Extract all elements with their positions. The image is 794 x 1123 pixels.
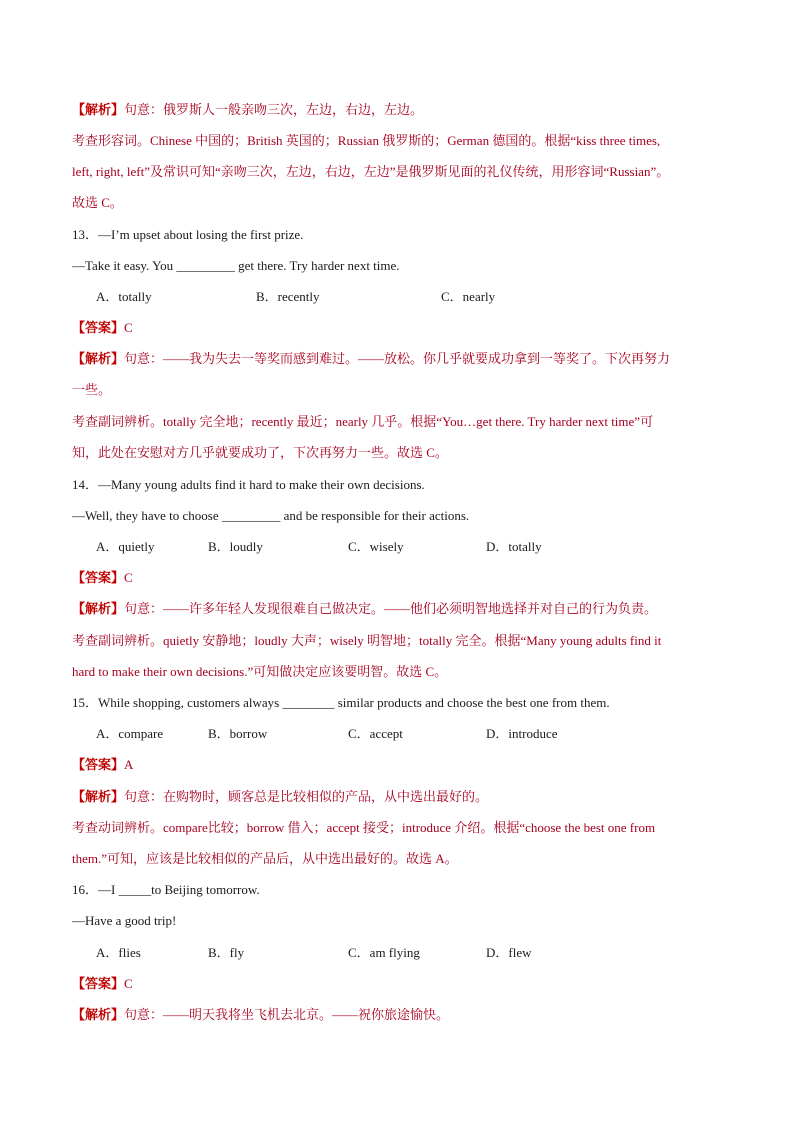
q13-option-b: B．recently: [256, 289, 320, 304]
q15-answer: [72, 755, 732, 775]
q15-options: [96, 724, 756, 744]
q13-option-c: C．nearly: [441, 289, 496, 304]
explanation-tag: 【解析】: [72, 601, 125, 616]
answer-tag: 【答案】: [72, 570, 125, 585]
q13-explanation-line-2: 一些。: [72, 382, 112, 397]
q14-option-a: A．quietly: [96, 539, 155, 554]
q15-option-b: B．borrow: [208, 726, 268, 741]
q13-explanation-line-4: 知，此处在安慰对方几乎就要成功了，下次再努力一些。故选 C。: [72, 445, 448, 460]
answer-tag: 【答案】: [72, 320, 125, 335]
q14-option-b: B．loudly: [208, 539, 263, 554]
q15-option-d: D．introduce: [486, 726, 558, 741]
q14-explanation-line-2: 考查副词辨析。quietly 安静地；loudly 大声；wisely 明智地；totally 完全。根据“Many young adults find it: [72, 633, 662, 648]
q15-option-a: A．compare: [96, 726, 164, 741]
q16-option-a: A．flies: [96, 945, 141, 960]
q14-stem-line-2: —Well, they have to choose _________ and be responsible for their actions.: [72, 508, 470, 523]
prev-explanation-line-1: 【解析】句意：俄罗斯人一般亲吻三次，左边，右边，左边。: [72, 102, 424, 117]
q14-explanation-line-1: 【解析】句意：——许多年轻人发现很难自己做决定。——他们必须明智地选择并对自己的行为负责。: [72, 601, 658, 616]
q13-option-a: A．totally: [96, 289, 152, 304]
q15-explanation-line-2: 考查动词辨析。compare比较；borrow 借入；accept 接受；introduce 介绍。根据“choose the best one from: [72, 820, 656, 835]
q14-option-c: C．wisely: [348, 539, 404, 554]
q16-options: [96, 943, 756, 963]
q13-stem-line-1: 13．—I’m upset about losing the first prize.: [72, 227, 304, 242]
explanation-tag: 【解析】: [72, 1007, 125, 1022]
q16-explanation-line-1: 【解析】句意：——明天我将坐飞机去北京。——祝你旅途愉快。: [72, 1007, 450, 1022]
prev-explanation-line-4: 故选 C。: [72, 195, 123, 210]
answer-value: C: [124, 570, 133, 585]
q16-answer: [72, 974, 732, 994]
q13-stem-line-2: —Take it easy. You _________ get there. Try harder next time.: [72, 258, 400, 273]
q13-options: [96, 287, 756, 307]
explanation-tag: 【解析】: [72, 351, 125, 366]
prev-explanation-line-3: left, right, left”及常识可知“亲吻三次，左边，右边，左边”是俄罗斯见面的礼仪传统，用形容词“Russian”。: [72, 164, 670, 179]
q15-explanation-line-3: them.”可知，应该是比较相似的产品后，从中选出最好的。故选 A。: [72, 851, 458, 866]
prev-explanation-line-2: 考查形容词。Chinese 中国的；British 英国的；Russian 俄罗斯的；German 德国的。根据“kiss three times,: [72, 133, 661, 148]
answer-tag: 【答案】: [72, 757, 125, 772]
q15-stem-line-1: 15．While shopping, customers always ________ similar products and choose the best one from them.: [72, 695, 610, 710]
q16-stem-line-1: 16．—I _____to Beijing tomorrow.: [72, 882, 260, 897]
q15-explanation-line-1: 【解析】句意：在购物时，顾客总是比较相似的产品，从中选出最好的。: [72, 789, 489, 804]
answer-value: C: [124, 320, 133, 335]
q16-option-c: C．am flying: [348, 945, 420, 960]
q13-answer: [72, 318, 732, 338]
answer-tag: 【答案】: [72, 976, 125, 991]
q16-option-d: D．flew: [486, 945, 532, 960]
q14-options: [96, 537, 756, 557]
q16-option-b: B．fly: [208, 945, 245, 960]
q15-option-c: C．accept: [348, 726, 403, 741]
explanation-tag: 【解析】: [72, 789, 125, 804]
answer-value: C: [124, 976, 133, 991]
q14-option-d: D．totally: [486, 539, 542, 554]
q14-stem-line-1: 14．—Many young adults find it hard to make their own decisions.: [72, 477, 425, 492]
explanation-tag: 【解析】: [72, 102, 125, 117]
q14-answer: [72, 568, 732, 588]
q14-explanation-line-3: hard to make their own decisions.”可知做决定应该要明智。故选 C。: [72, 664, 448, 679]
q13-explanation-line-3: 考查副词辨析。totally 完全地；recently 最近；nearly 几乎。根据“You…get there. Try harder next time”可: [72, 414, 654, 429]
q13-explanation-line-1: 【解析】句意：——我为失去一等奖而感到难过。——放松。你几乎就要成功拿到一等奖了。下次再努力: [72, 351, 671, 366]
q16-stem-line-2: —Have a good trip!: [72, 913, 177, 928]
answer-value: A: [124, 757, 134, 772]
